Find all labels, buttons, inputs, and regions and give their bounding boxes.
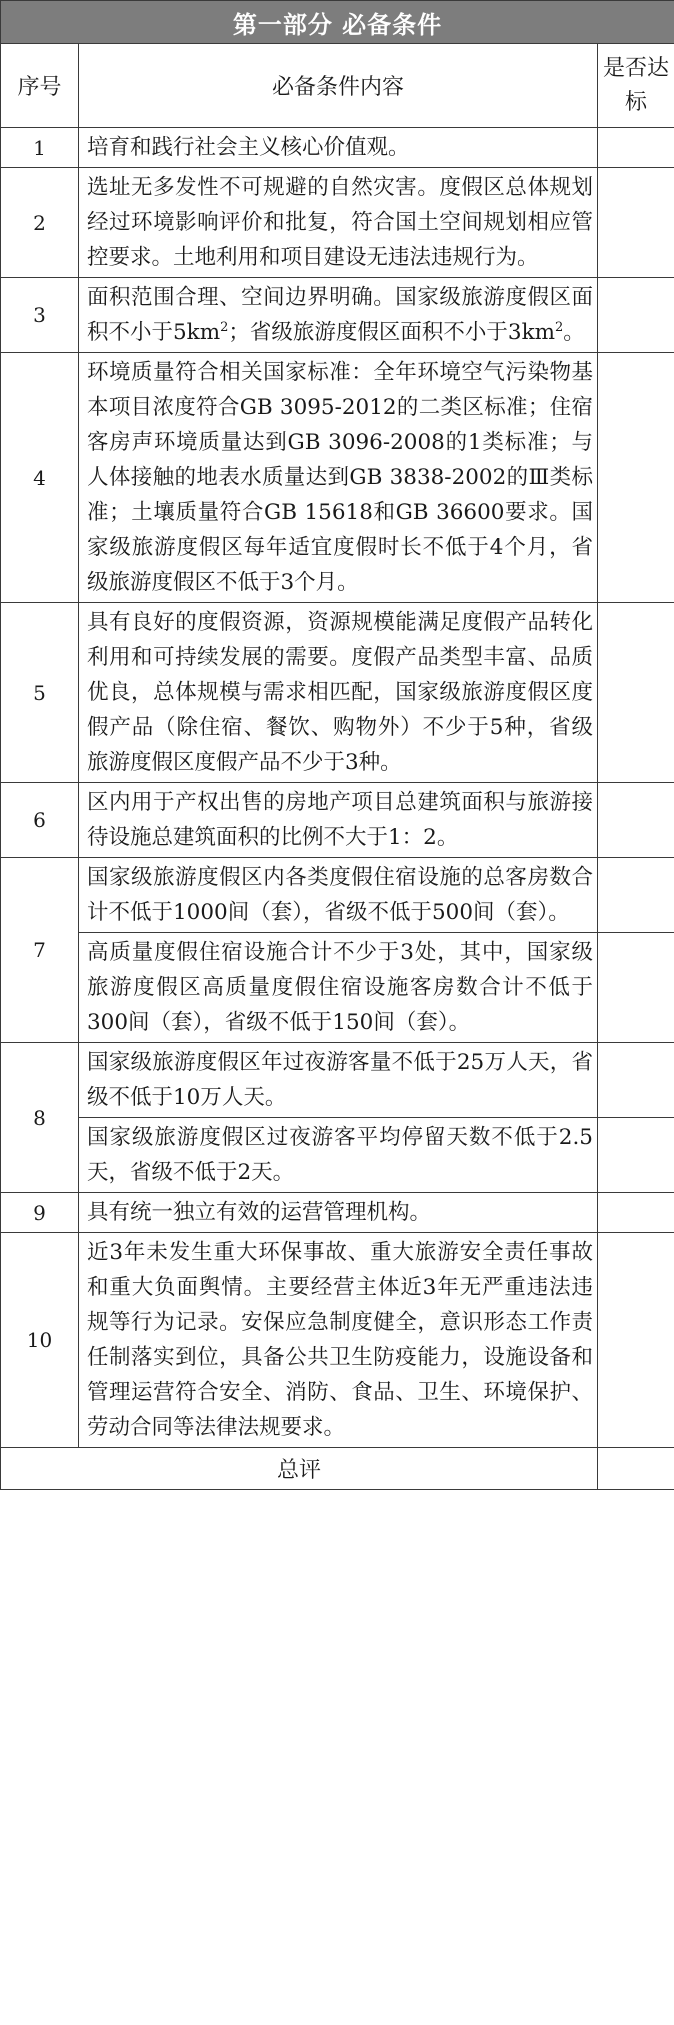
requirement-text: 培育和践行社会主义核心价值观。 [79, 128, 598, 168]
superscript: 2 [555, 319, 564, 335]
row-number: 3 [1, 278, 79, 353]
requirement-text [79, 278, 598, 353]
met-cell[interactable] [598, 1043, 674, 1118]
section-title: 第一部分 必备条件 [1, 1, 674, 44]
row-number: 8 [1, 1043, 79, 1193]
met-cell[interactable] [598, 353, 674, 603]
row-number: 4 [1, 353, 79, 603]
row-number: 6 [1, 783, 79, 858]
requirement-text: 具有统一独立有效的运营管理机构。 [79, 1193, 598, 1233]
row-number: 7 [1, 858, 79, 1043]
met-cell[interactable] [598, 933, 674, 1043]
met-cell[interactable] [598, 603, 674, 783]
met-cell[interactable] [598, 783, 674, 858]
met-cell[interactable] [598, 1233, 674, 1448]
row-number: 9 [1, 1193, 79, 1233]
requirement-text: 区内用于产权出售的房地产项目总建筑面积与旅游接待设施总建筑面积的比例不大于1：2。 [79, 783, 598, 858]
met-cell[interactable] [598, 1193, 674, 1233]
requirement-text: 环境质量符合相关国家标准：全年环境空气污染物基本项目浓度符合GB 3095-2012的二类区标准；住宿客房声环境质量达到GB 3096-2008的1类标准；与人体接触的地表水质量达到GB 3838-2002的Ⅲ类标准；土壤质量符合GB 15618和GB 36600要求。国家级旅游度假区每年适宜度假时长不低于4个月，省级旅游度假区不低于3个月。 [79, 353, 598, 603]
met-cell[interactable] [598, 128, 674, 168]
requirement-text: 选址无多发性不可规避的自然灾害。度假区总体规划经过环境影响评价和批复，符合国土空间规划相应管控要求。土地利用和项目建设无违法违规行为。 [79, 168, 598, 278]
row3-text-part2: ；省级旅游度假区面积不小于3km [228, 320, 555, 345]
requirement-text: 国家级旅游度假区内各类度假住宿设施的总客房数合计不低于1000间（套），省级不低于500间（套）。 [79, 858, 598, 933]
requirement-text: 国家级旅游度假区年过夜游客量不低于25万人天，省级不低于10万人天。 [79, 1043, 598, 1118]
requirement-text: 近3年未发生重大环保事故、重大旅游安全责任事故和重大负面舆情。主要经营主体近3年无严重违法违规等行为记录。安保应急制度健全，意识形态工作责任制落实到位，具备公共卫生防疫能力，设施设备和管理运营符合安全、消防、食品、卫生、环境保护、劳动合同等法律法规要求。 [79, 1233, 598, 1448]
header-met: 是否达标 [598, 44, 674, 128]
row-number: 10 [1, 1233, 79, 1448]
met-cell[interactable] [598, 168, 674, 278]
row3-text-part3: 。 [563, 320, 585, 345]
requirement-text: 高质量度假住宿设施合计不少于3处，其中，国家级旅游度假区高质量度假住宿设施客房数合计不低于300间（套），省级不低于150间（套）。 [79, 933, 598, 1043]
superscript: 2 [220, 319, 229, 335]
row3-text-part1: 面积范围合理、空间边界明确。国家级旅游度假区面积不小于5km [87, 285, 593, 345]
row-number: 1 [1, 128, 79, 168]
requirement-text: 国家级旅游度假区过夜游客平均停留天数不低于2.5天，省级不低于2天。 [79, 1118, 598, 1193]
met-cell[interactable] [598, 1118, 674, 1193]
header-content: 必备条件内容 [79, 44, 598, 128]
row-number: 5 [1, 603, 79, 783]
requirement-text: 具有良好的度假资源，资源规模能满足度假产品转化利用和可持续发展的需要。度假产品类型丰富、品质优良，总体规模与需求相匹配，国家级旅游度假区度假产品（除住宿、餐饮、购物外）不少于5种，省级旅游度假区度假产品不少于3种。 [79, 603, 598, 783]
total-label: 总评 [1, 1448, 598, 1490]
met-cell[interactable] [598, 278, 674, 353]
met-cell[interactable] [598, 858, 674, 933]
total-met-cell[interactable] [598, 1448, 674, 1490]
row-number: 2 [1, 168, 79, 278]
header-number: 序号 [1, 44, 79, 128]
